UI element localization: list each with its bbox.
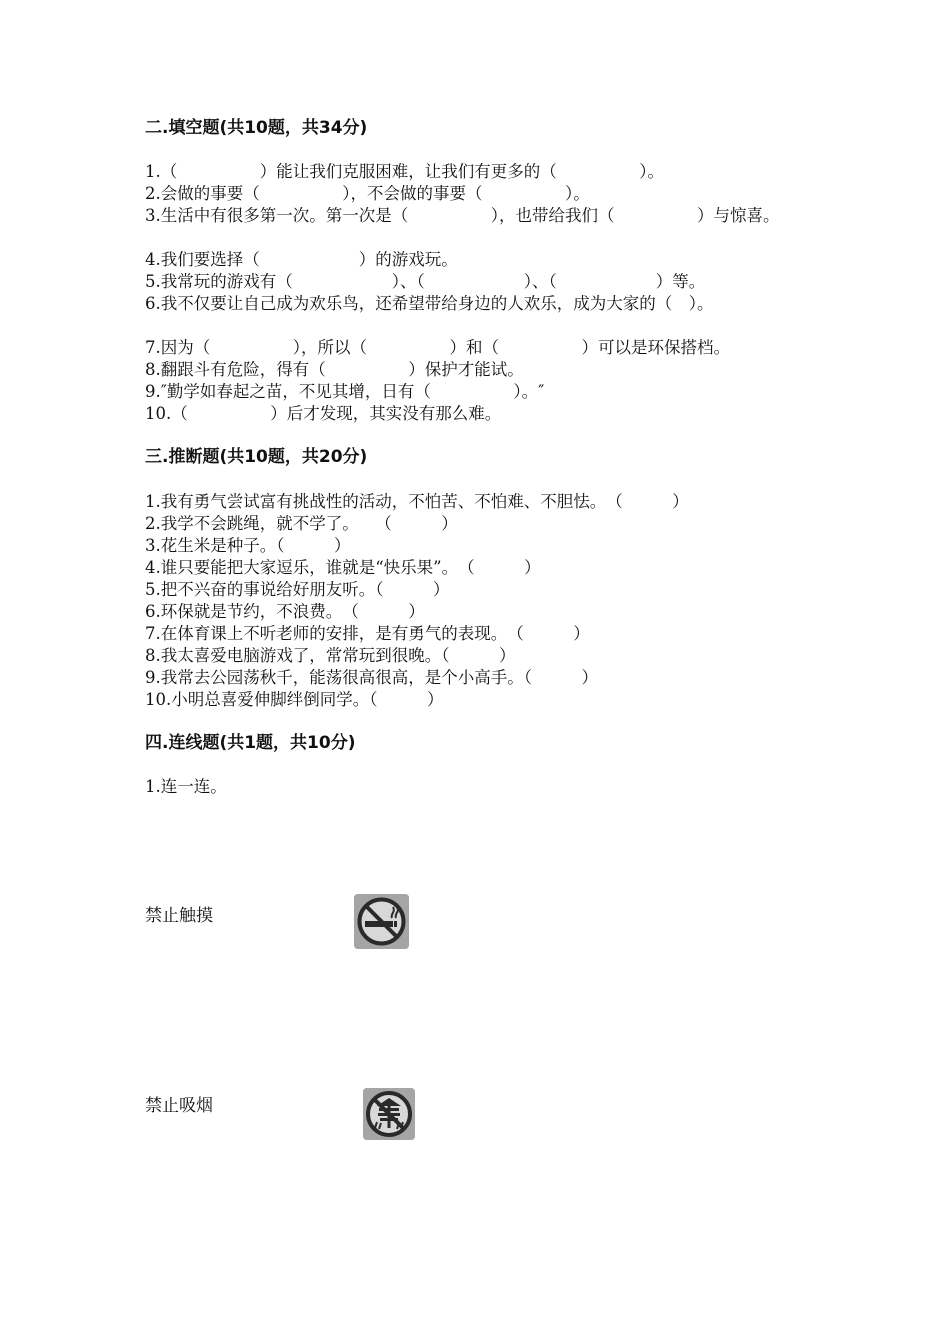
fill-in-question-1: 1.（ ）能让我们克服困难，让我们有更多的（ ）。 <box>145 162 664 181</box>
judgement-question-7: 7.在体育课上不听老师的安排，是有勇气的表现。 （ ） <box>145 624 590 643</box>
judgement-question-3: 3.花生米是种子。（ ） <box>145 536 351 555</box>
section-title-fill-in: 二.填空题(共10题，共34分) <box>145 118 368 138</box>
no-trampling-sign-icon <box>363 1088 415 1140</box>
fill-in-question-7: 7.因为（ ），所以（ ）和（ ）可以是环保搭档。 <box>145 338 730 357</box>
judgement-question-6: 6.环保就是节约，不浪费。 （ ） <box>145 602 425 621</box>
fill-in-question-2: 2.会做的事要（ ），不会做的事要（ ）。 <box>145 184 590 203</box>
fill-in-question-3: 3.生活中有很多第一次。第一次是（ ），也带给我们（ ）与惊喜。 <box>145 206 780 225</box>
fill-in-question-6: 6.我不仅要让自己成为欢乐鸟，还希望带给身边的人欢乐，成为大家的（ ）。 <box>145 294 714 313</box>
fill-in-question-4: 4.我们要选择（ ）的游戏玩。 <box>145 250 458 269</box>
judgement-question-2: 2.我学不会跳绳，就不学了。 （ ） <box>145 514 458 533</box>
matching-question-1: 1.连一连。 <box>145 777 227 796</box>
judgement-question-9: 9.我常去公园荡秋千，能荡很高很高，是个小高手。（ ） <box>145 668 598 687</box>
judgement-question-5: 5.把不兴奋的事说给好朋友听。（ ） <box>145 580 450 599</box>
label-no-smoking: 禁止吸烟 <box>145 1096 213 1116</box>
fill-in-question-9: 9.″勤学如春起之苗，不见其增，日有（ ）。″ <box>145 382 545 401</box>
no-smoking-sign-icon <box>354 894 409 949</box>
fill-in-question-5: 5.我常玩的游戏有（ ）、（ ）、（ ）等。 <box>145 272 706 291</box>
fill-in-question-10: 10.（ ）后才发现，其实没有那么难。 <box>145 404 502 423</box>
section-title-matching: 四.连线题(共1题，共10分) <box>145 733 356 753</box>
judgement-question-8: 8.我太喜爱电脑游戏了，常常玩到很晚。（ ） <box>145 646 516 665</box>
fill-in-question-8: 8.翻跟斗有危险，得有（ ）保护才能试。 <box>145 360 524 379</box>
label-no-touching: 禁止触摸 <box>145 906 213 926</box>
judgement-question-1: 1.我有勇气尝试富有挑战性的活动，不怕苦、不怕难、不胆怯。 （ ） <box>145 492 689 511</box>
judgement-question-4: 4.谁只要能把大家逗乐，谁就是“快乐果”。 （ ） <box>145 558 541 577</box>
judgement-question-10: 10.小明总喜爱伸脚绊倒同学。（ ） <box>145 690 444 709</box>
section-title-judgement: 三.推断题(共10题，共20分) <box>145 447 368 467</box>
